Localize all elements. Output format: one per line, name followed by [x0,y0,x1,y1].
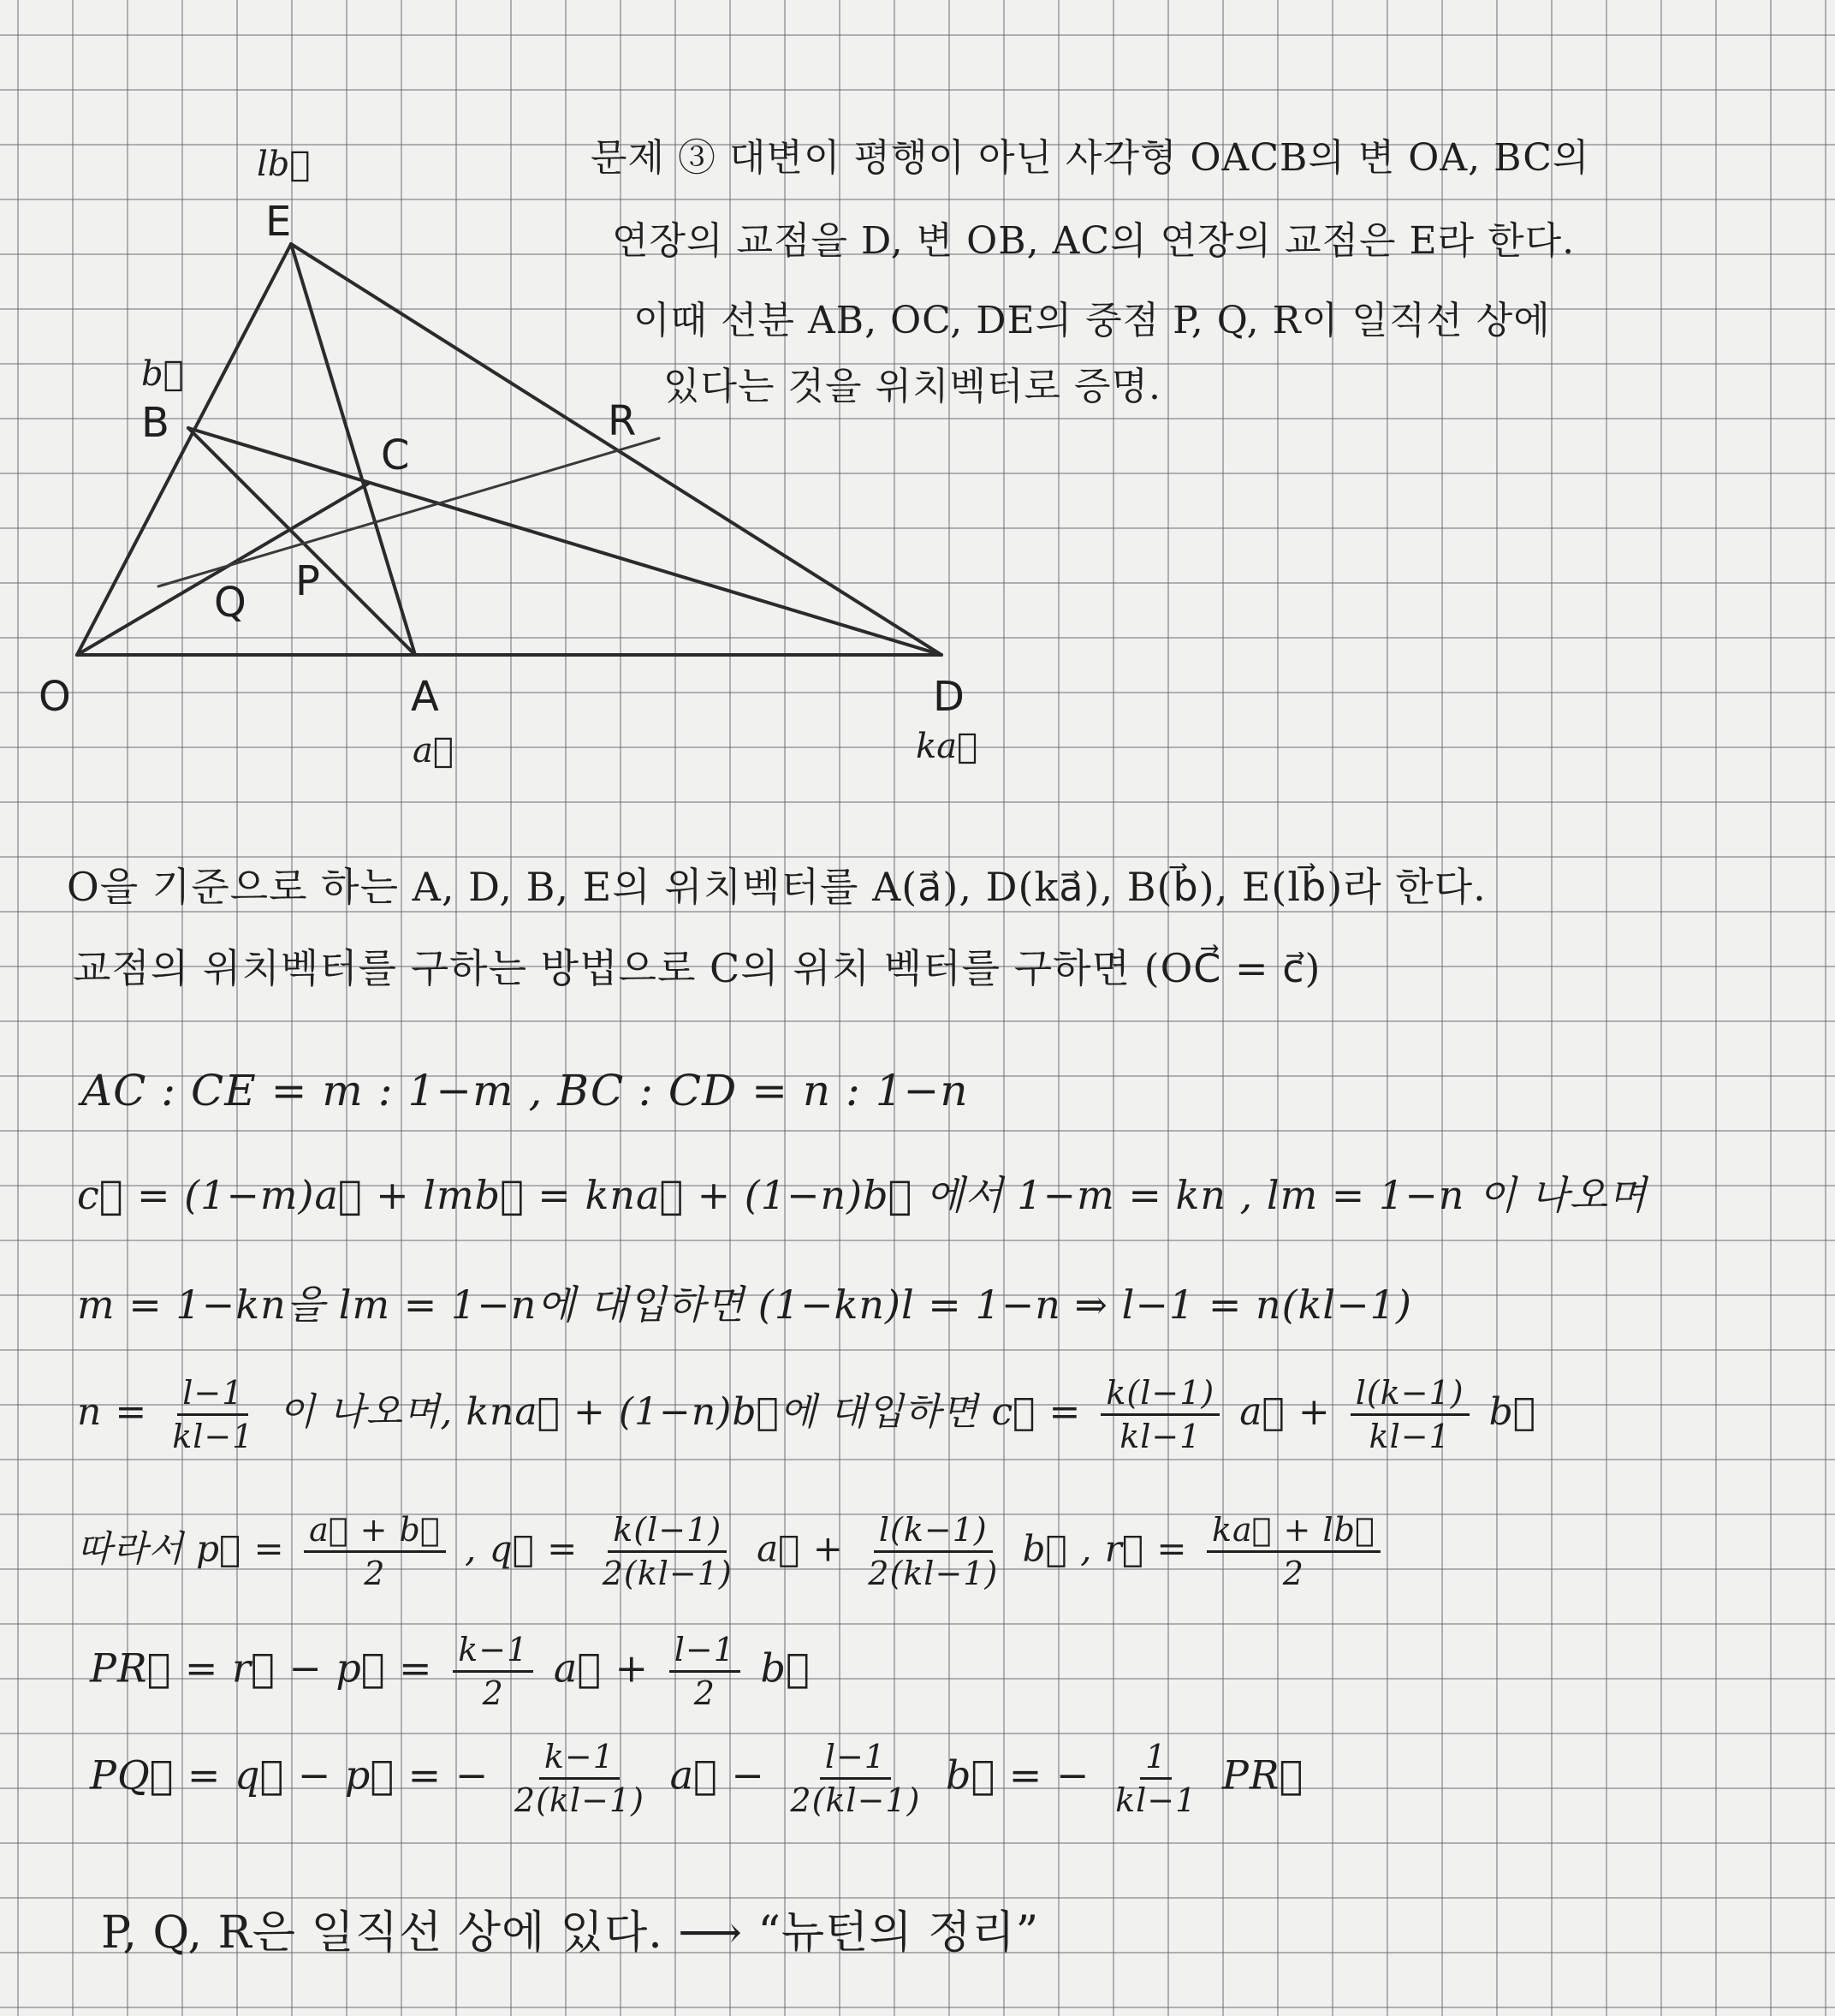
solution-line-3: AC : CE = m : 1−m , BC : CD = n : 1−n [81,1066,969,1115]
solution-line-8 [90,1631,811,1712]
line7-fraction-p-den: 2 [364,1555,386,1592]
label-P: P [295,557,320,605]
line6-fraction-a-den: kl−1 [1119,1418,1202,1455]
label-Q: Q [214,579,246,627]
line8-fraction-2 [669,1631,740,1712]
line9-tail: PR⃗ [1221,1751,1304,1799]
line6-mid2: a⃗ + [1239,1390,1331,1434]
line7-fraction-q1 [597,1511,738,1592]
solution-line-7 [77,1511,1387,1592]
solution-conclusion: P, Q, R은 일직선 상에 있다. ⟶ “뉴턴의 정리” [101,1907,1040,1959]
label-O: O [39,673,71,721]
line9-fraction-3-den: kl−1 [1115,1781,1197,1819]
line7-fraction-q2 [863,1511,1003,1592]
line9-mid: a⃗ − [669,1751,765,1799]
line6-fraction-b [1351,1374,1470,1455]
line9-fraction-1-den: 2(kl−1) [514,1781,644,1819]
line9-fraction-1 [509,1738,650,1819]
line8-fraction-2-den: 2 [693,1674,716,1712]
line6-fraction-b-den: kl−1 [1369,1418,1451,1455]
line7-fraction-p-num: a⃗ + b⃗ [304,1511,446,1553]
line6-fraction-n [167,1374,258,1455]
line6-fraction-n-num: l−1 [177,1374,248,1416]
vector-label-E: lb⃗ [257,145,311,184]
label-R: R [608,397,637,445]
problem-line-2: 연장의 교점을 D, 변 OB, AC의 연장의 교점은 E라 한다. [612,219,1576,263]
label-A: A [411,673,439,721]
solution-line-2: 교점의 위치벡터를 구하는 방법으로 C의 위치 벡터를 구하면 (OC⃗ = c⃗) [73,945,1321,991]
line9-lead: PQ⃗ = q⃗ − p⃗ = − [90,1751,490,1799]
line7-q-tail: b⃗ , r⃗ = [1022,1527,1188,1570]
line7-fraction-q2-den: 2(kl−1) [868,1555,999,1592]
line8-lead: PR⃗ = r⃗ − p⃗ = [90,1644,433,1692]
label-C: C [381,431,410,479]
line7-q-lead: , q⃗ = [465,1527,579,1570]
problem-line-1: 문제 ③ 대변이 평행이 아닌 사각형 OACB의 변 OA, BC의 [591,136,1590,180]
line8-fraction-1-num: k−1 [453,1631,533,1673]
line9-fraction-2-den: 2(kl−1) [790,1781,921,1819]
line6-tail: b⃗ [1488,1390,1537,1434]
line9-mid2: b⃗ = − [946,1751,1090,1799]
label-B: B [141,399,169,447]
label-D: D [933,673,965,721]
line9-fraction-1-num: k−1 [539,1738,620,1780]
line6-fraction-a [1101,1374,1220,1455]
vector-label-A: a⃗ [413,731,454,770]
line7-fraction-q2-num: l(k−1) [874,1511,993,1553]
problem-line-4: 있다는 것을 위치벡터로 증명. [663,365,1161,408]
line7-fraction-r-den: 2 [1282,1555,1304,1592]
label-E: E [265,198,292,246]
line7-lead: 따라서 p⃗ = [77,1527,285,1570]
line7-fraction-q1-den: 2(kl−1) [602,1555,733,1592]
line8-fraction-2-num: l−1 [669,1631,740,1673]
line6-mid: 이 나오며, kna⃗ + (1−n)b⃗에 대입하면 c⃗ = [278,1390,1082,1434]
line9-fraction-3-num: 1 [1140,1738,1172,1780]
line6-fraction-n-den: kl−1 [172,1418,254,1455]
solution-line-4: c⃗ = (1−m)a⃗ + lmb⃗ = kna⃗ + (1−n)b⃗ 에서 1−m = kn , lm = 1−n 이 나오며 [77,1172,1648,1218]
line7-fraction-p [304,1511,446,1592]
line6-fraction-b-num: l(k−1) [1351,1374,1470,1416]
line6-lhs: n = [77,1390,148,1434]
line7-fraction-q1-num: k(l−1) [608,1511,727,1553]
solution-line-5: m = 1−kn을 lm = 1−n에 대입하면 (1−kn)l = 1−n ⇒ l−1 = n(kl−1) [77,1282,1412,1328]
vector-label-B: b⃗ [141,354,184,394]
line8-mid: a⃗ + [553,1644,650,1692]
line8-tail: b⃗ [760,1644,811,1692]
line9-fraction-2 [785,1738,925,1819]
solution-line-1: O을 기준으로 하는 A, D, B, E의 위치벡터를 A(a⃗), D(ka⃗), B(b⃗), E(lb⃗)라 한다. [67,864,1487,910]
line7-q-mid: a⃗ + [757,1527,844,1570]
line9-fraction-2-num: l−1 [820,1738,891,1780]
solution-line-6 [77,1374,1536,1455]
line7-fraction-r [1207,1511,1381,1592]
line7-fraction-r-num: ka⃗ + lb⃗ [1207,1511,1381,1553]
line9-fraction-3 [1110,1738,1202,1819]
solution-line-9 [90,1738,1304,1819]
line8-fraction-1-den: 2 [482,1674,504,1712]
problem-line-3: 이때 선분 AB, OC, DE의 중점 P, Q, R이 일직선 상에 [633,299,1551,342]
line6-fraction-a-num: k(l−1) [1101,1374,1220,1416]
line8-fraction-1 [453,1631,533,1712]
vector-label-D: ka⃗ [916,727,978,766]
